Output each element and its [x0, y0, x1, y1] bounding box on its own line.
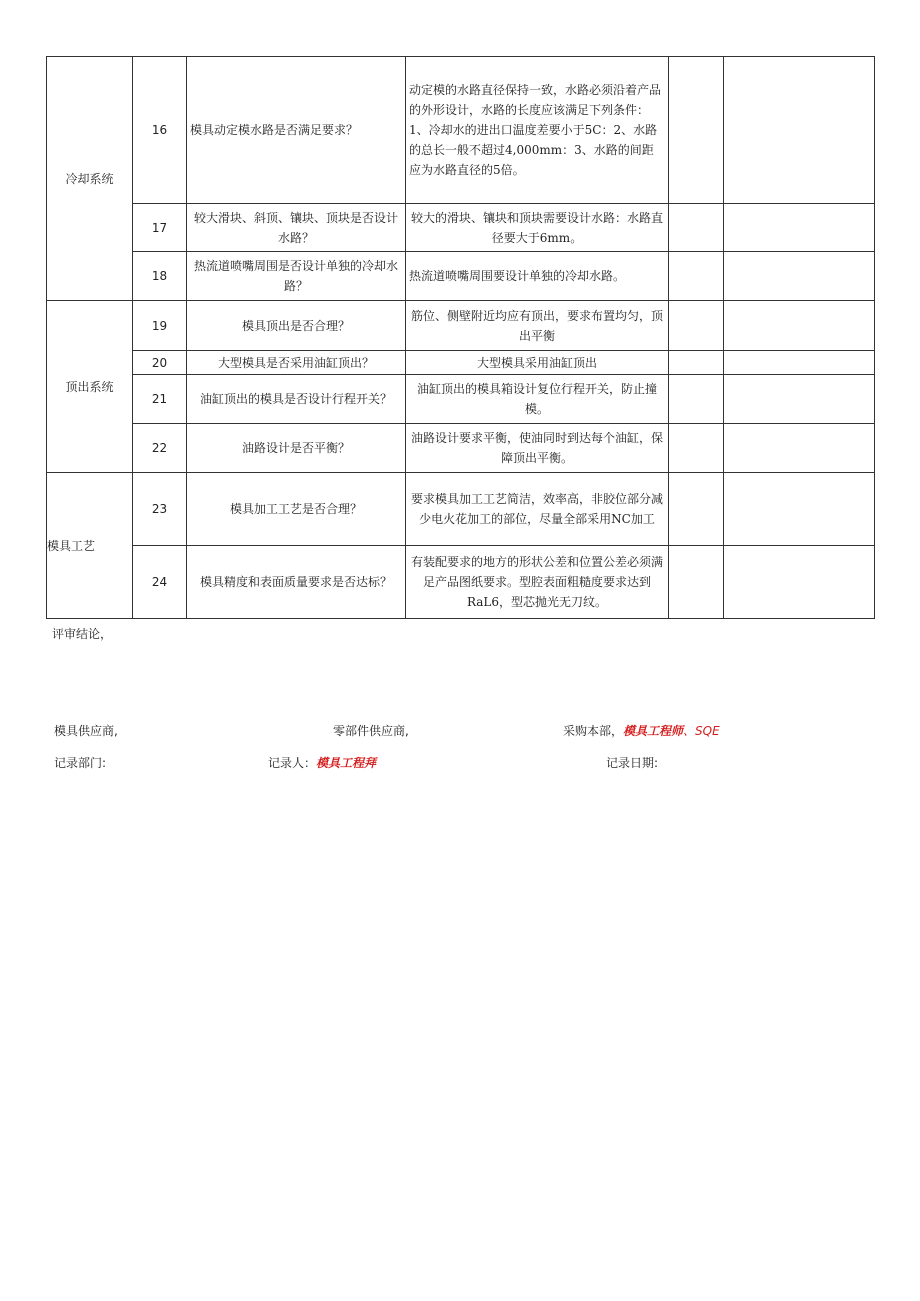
item-number: 24: [133, 546, 187, 619]
remark-cell[interactable]: [724, 301, 875, 351]
remark-cell[interactable]: [724, 424, 875, 473]
result-cell[interactable]: [669, 252, 724, 301]
result-cell[interactable]: [669, 301, 724, 351]
result-cell[interactable]: [669, 424, 724, 473]
table-row: [47, 351, 875, 375]
check-requirement: 油路设计要求平衡，使油同时到达每个油缸，保障顶出平衡。: [406, 424, 669, 473]
check-question: 模具精度和表面质量要求是否达标？: [187, 546, 406, 619]
result-cell[interactable]: [669, 351, 724, 375]
item-number: 18: [133, 252, 187, 301]
result-cell[interactable]: [669, 375, 724, 424]
result-cell[interactable]: [669, 546, 724, 619]
check-question: 油缸顶出的模具是否设计行程开关？: [187, 375, 406, 424]
mold-supplier-label: 模具供应商,: [54, 724, 118, 738]
recorder-label: 记录人：: [268, 756, 317, 770]
check-question: 较大滑块、斜顶、镶块、顶块是否设计水路？: [187, 204, 406, 252]
purchasing-label: 采购本部，: [563, 724, 624, 738]
item-number: 23: [133, 473, 187, 546]
category-cooling-system: 冷却系统: [47, 57, 133, 301]
remark-cell[interactable]: [724, 546, 875, 619]
item-number: 22: [133, 424, 187, 473]
table-row: [47, 546, 875, 619]
table-row: [47, 301, 875, 351]
purchasing-sqe: 、SQE: [683, 724, 720, 738]
item-number: 16: [133, 57, 187, 204]
parts-supplier-label: 零部件供应商,: [333, 724, 409, 738]
check-requirement: 动定模的水路直径保持一致，水路必须沿着产品的外形设计，水路的长度应该满足下列条件：1、冷却水的进出口温度差要小于5C：2、水路的总长一般不超过4,000mm：3、水路的间距应为水路直径的5倍。: [406, 57, 669, 204]
item-number: 21: [133, 375, 187, 424]
review-conclusion-label: 评审结论，: [52, 627, 113, 641]
item-number: 17: [133, 204, 187, 252]
recorder-value: 模具工程拜: [316, 756, 377, 770]
check-question: 模具顶出是否合理？: [187, 301, 406, 351]
remark-cell[interactable]: [724, 204, 875, 252]
remark-cell[interactable]: [724, 57, 875, 204]
check-question: 模具加工工艺是否合理？: [187, 473, 406, 546]
table-row: [47, 375, 875, 424]
category-ejection-system: 顶出系统: [47, 301, 133, 473]
purchasing-mold-engineer: 模具工程师: [623, 724, 684, 738]
check-requirement: 热流道喷嘴周围要设计单独的冷却水路。: [406, 252, 669, 301]
purchasing-signoff: [563, 722, 720, 739]
table-row: [47, 57, 875, 204]
table-row: [47, 424, 875, 473]
record-date-label: 记录日期:: [606, 756, 659, 770]
result-cell[interactable]: [669, 204, 724, 252]
table-row: [47, 473, 875, 546]
check-requirement: 筋位、侧壁附近均应有顶出，要求布置均匀，顶出平衡: [406, 301, 669, 351]
item-number: 20: [133, 351, 187, 375]
remark-cell[interactable]: [724, 375, 875, 424]
result-cell[interactable]: [669, 57, 724, 204]
record-department-label: 记录部门:: [54, 756, 107, 770]
remark-cell[interactable]: [724, 252, 875, 301]
category-mold-process: 模具工艺: [47, 473, 133, 619]
check-requirement: 有装配要求的地方的形状公差和位置公差必须满足产品图纸要求。型腔表面粗糙度要求达到RaL6，型芯抛光无刀纹。: [406, 546, 669, 619]
check-question: 大型模具是否采用油缸顶出？: [187, 351, 406, 375]
remark-cell[interactable]: [724, 351, 875, 375]
check-question: 热流道喷嘴周围是否设计单独的冷却水路？: [187, 252, 406, 301]
remark-cell[interactable]: [724, 473, 875, 546]
check-question: 油路设计是否平衡？: [187, 424, 406, 473]
check-question: 模具动定模水路是否满足要求？: [187, 57, 406, 204]
table-row: [47, 252, 875, 301]
check-requirement: 大型模具采用油缸顶出: [406, 351, 669, 375]
table-row: [47, 204, 875, 252]
check-requirement: 油缸顶出的模具箱设计复位行程开关，防止撞模。: [406, 375, 669, 424]
check-requirement: 较大的滑块、镶块和顶块需要设计水路：水路直径要大于6mm。: [406, 204, 669, 252]
item-number: 19: [133, 301, 187, 351]
recorder-signoff: [268, 754, 376, 771]
check-requirement: 要求模具加工工艺简洁，效率高，非胶位部分减少电火花加工的部位，尽量全部采用NC加工: [406, 473, 669, 546]
review-checklist-table: [46, 56, 875, 619]
result-cell[interactable]: [669, 473, 724, 546]
